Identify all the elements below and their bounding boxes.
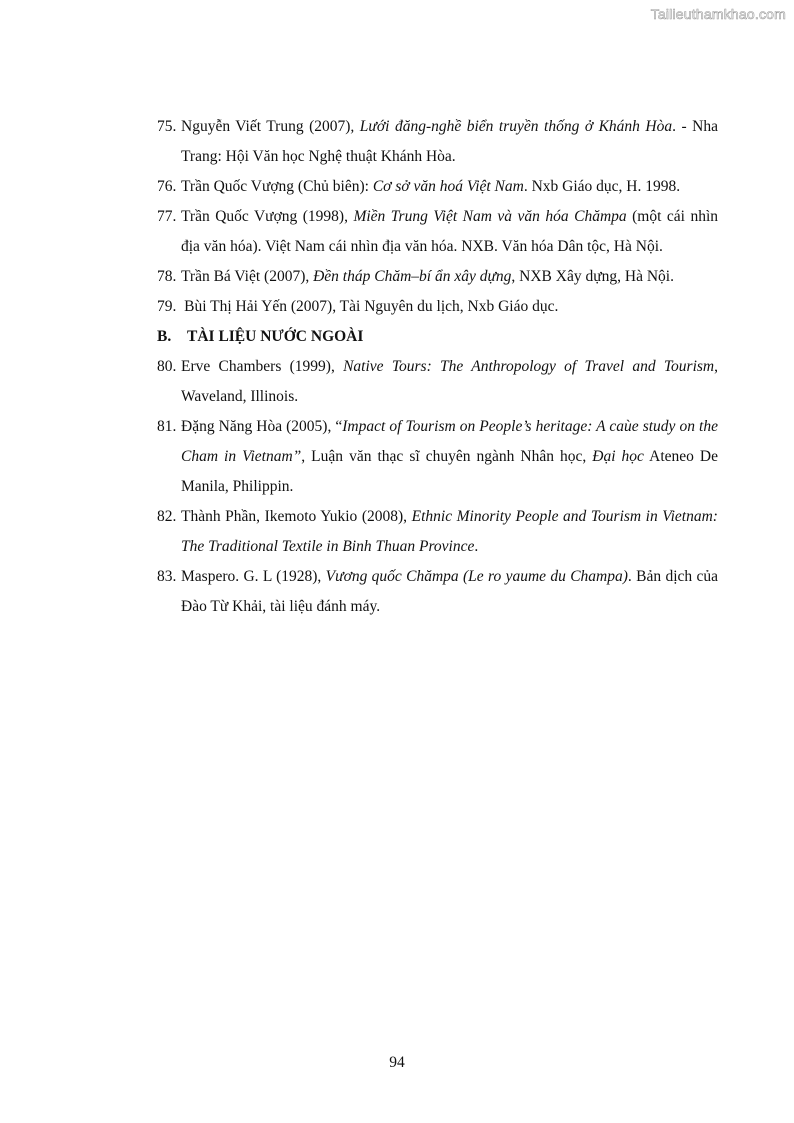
reference-number: 76.	[157, 178, 177, 195]
reference-text: . - Nha Trang: Hội Văn học Nghệ thuật Khánh Hòa.	[181, 118, 718, 165]
reference-number: 80.	[157, 358, 177, 375]
reference-number: 77.	[157, 208, 177, 225]
reference-title-italic: Cơ sở văn hoá Việt Nam	[372, 178, 524, 195]
foreign-references	[157, 352, 718, 622]
reference-item	[157, 562, 718, 622]
reference-number: 81.	[157, 418, 177, 435]
reference-title-italic: Miền Trung Việt Nam và văn hóa Chămpa	[353, 208, 627, 225]
reference-item	[157, 202, 718, 262]
reference-text: Thành Phần, Ikemoto Yukio (2008),	[181, 508, 412, 525]
domestic-references	[157, 112, 718, 322]
reference-title-italic: Đại học	[592, 448, 644, 465]
reference-text: (một cái nhìn địa văn hóa). Việt Nam cái nhìn địa văn hóa. NXB. Văn hóa Dân tộc, Hà Nội.	[181, 208, 718, 255]
reference-number: 75.	[157, 118, 177, 135]
section-title: TÀI LIỆU NƯỚC NGOÀI	[187, 328, 364, 345]
reference-item	[157, 412, 718, 502]
reference-text: , Waveland, Illinois.	[181, 358, 718, 405]
reference-number: 83.	[157, 568, 177, 585]
reference-item	[157, 112, 718, 172]
reference-text: , NXB Xây dựng, Hà Nội.	[511, 268, 674, 285]
reference-title-italic: , Lưới đăng-nghề biển truyền thống ở Khánh Hòa	[350, 118, 673, 135]
reference-number: 82.	[157, 508, 177, 525]
reference-text: Ateneo De Manila, Philippin.	[181, 448, 718, 495]
reference-item	[157, 352, 718, 412]
reference-title-italic: Impact of Tourism on People’s heritage: A caùe study on the Cham in Vietnam”	[181, 418, 718, 465]
reference-number: 78.	[157, 268, 177, 285]
reference-text: Nguyễn Viết Trung (2007)	[181, 118, 351, 135]
watermark-text: Tailieuthamkhao.com	[650, 6, 786, 22]
reference-text: Bùi Thị Hải Yến (2007), Tài Nguyên du lịch, Nxb Giáo dục.	[176, 298, 559, 315]
section-letter: B.	[157, 328, 172, 345]
page-number: 94	[389, 1054, 405, 1071]
reference-text: Trần Quốc Vượng (1998),	[181, 208, 354, 225]
reference-title-italic: Ethnic Minority People and Tourism in Vietnam: The Traditional Textile in Binh Thuan Province	[181, 508, 718, 555]
section-heading	[157, 322, 718, 352]
reference-text: Đặng Năng Hòa (2005), “	[181, 418, 343, 435]
reference-item	[157, 262, 718, 292]
reference-title-italic: Đền tháp Chăm–bí ẩn xây dựng	[313, 268, 512, 285]
reference-title-italic: Native Tours: The Anthropology of Travel and Tourism	[343, 358, 715, 375]
reference-item	[157, 292, 718, 322]
reference-text: , Luận văn thạc sĩ chuyên ngành Nhân học,	[301, 448, 593, 465]
reference-text: . Bản dịch của Đào Từ Khải, tài liệu đánh máy.	[181, 568, 718, 615]
reference-list	[157, 112, 718, 622]
reference-item	[157, 502, 718, 562]
reference-text: . Nxb Giáo dục, H. 1998.	[523, 178, 681, 195]
reference-item	[157, 172, 718, 202]
reference-text: .	[474, 538, 479, 555]
reference-title-italic: Vương quốc Chămpa (Le ro yaume du Champa)	[325, 568, 628, 585]
reference-text: Trần Bá Việt (2007),	[181, 268, 314, 285]
reference-text: Maspero. G. L (1928),	[181, 568, 326, 585]
reference-number: 79.	[157, 298, 177, 315]
reference-text: Erve Chambers (1999),	[181, 358, 344, 375]
reference-text: Trần Quốc Vượng (Chủ biên):	[181, 178, 373, 195]
